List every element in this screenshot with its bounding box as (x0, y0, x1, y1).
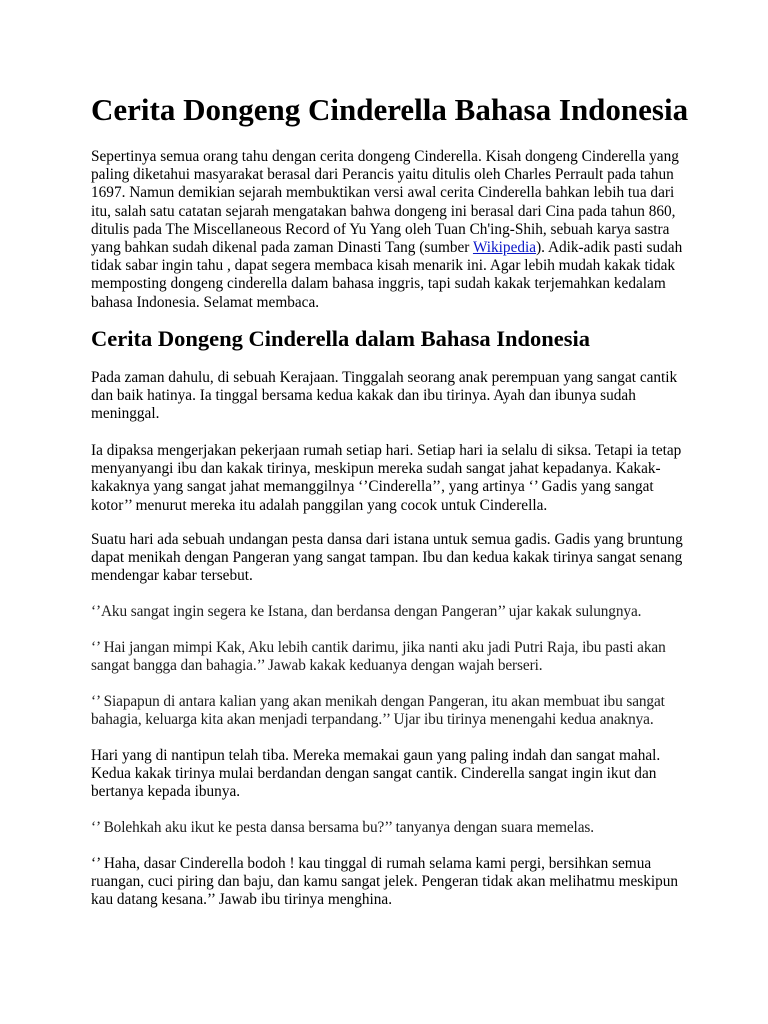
story-line: Pada zaman dahulu, di sebuah Kerajaan. Tinggalah seorang anak perempuan yang sangat cantik (91, 369, 678, 386)
story-line: menyanyangi ibu dan kakak tirinya, meskipun mereka sudah sangat jahat kepadanya. Kakak- (91, 460, 661, 478)
story-line: Ia dipaksa mengerjakan pekerjaan rumah setiap hari. Setiap hari ia selalu di siksa. Tetapi ia tetap (91, 442, 682, 459)
story-line: ‘’ Haha, dasar Cinderella bodoh ! kau tinggal di rumah selama kami pergi, bersihkan semua (91, 855, 652, 872)
intro-line-with-link (91, 239, 681, 257)
story-line: mendengar kabar tersebut. (91, 567, 253, 585)
story-paragraph (91, 369, 681, 424)
story-line: kakaknya yang sangat jahat memanggilnya ‘’Cinderella’’, yang artinya ‘’ Gadis yang sangat (91, 478, 654, 496)
story-line: bahagia, keluarga kita akan menjadi terpandang.’’ Ujar ibu tirinya menengahi kedua anaknya. (91, 711, 654, 729)
story-line: kotor’’ menurut mereka itu adalah panggilan yang cocok untuk Cinderella. (91, 496, 548, 514)
story-line: bertanya kepada ibunya. (91, 783, 241, 801)
intro-line: tidak sabar ingin tahu , dapat segera membaca kisah menarik ini. Agar lebih mudah kakak tidak (91, 257, 676, 275)
story-line: meninggal. (91, 405, 160, 423)
story-paragraph (91, 442, 681, 515)
intro-line: Sepertinya semua orang tahu dengan cerita dongeng Cinderella. Kisah dongeng Cinderella yang (91, 148, 679, 165)
section-title: Cerita Dongeng Cinderella dalam Bahasa Indonesia (91, 326, 591, 351)
intro-line: paling diketahui masyarakat berasal dari Perancis yaitu ditulis oleh Charles Perrault pada tahun (91, 166, 674, 184)
story-paragraph (91, 747, 681, 802)
story-line: dan baik hatinya. Ia tinggal bersama kedua kakak dan ibu tirinya. Ayah dan ibunya sudah (91, 387, 636, 405)
story-line: ‘’ Hai jangan mimpi Kak, Aku lebih cantik darimu, jika nanti aku jadi Putri Raja, ibu pasti akan (91, 639, 666, 656)
dialogue-paragraph (91, 855, 681, 910)
page-title: Cerita Dongeng Cinderella Bahasa Indonesia (91, 92, 689, 127)
story-line: ‘’ Bolehkah aku ikut ke pesta dansa bersama bu?’’ tanyanya dengan suara memelas. (91, 819, 594, 836)
story-line: Suatu hari ada sebuah undangan pesta dansa dari istana untuk semua gadis. Gadis yang bruntung (91, 531, 683, 548)
intro-line: bahasa Indonesia. Selamat membaca. (91, 293, 320, 311)
dialogue-paragraph (91, 639, 681, 675)
story-line: ‘’Aku sangat ingin segera ke Istana, dan berdansa dengan Pangeran’’ ujar kakak sulungnya. (91, 603, 642, 620)
story-line: dapat menikah dengan Pangeran yang sangat tampan. Ibu dan kedua kakak tirinya sangat senang (91, 549, 683, 567)
wikipedia-link[interactable]: Wikipedia (472, 239, 537, 257)
intro-text-after-link: ). Adik-adik pasti sudah (536, 239, 683, 257)
story-line: Hari yang di nantipun telah tiba. Mereka memakai gaun yang paling indah dan sangat mahal. (91, 747, 661, 764)
intro-paragraph (91, 148, 681, 312)
dialogue-paragraph (91, 819, 681, 837)
story-line: Kedua kakak tirinya mulai berdandan dengan sangat cantik. Cinderella sangat ingin ikut dan (91, 765, 657, 783)
story-line: kau datang kesana.’’ Jawab ibu tirinya menghina. (91, 891, 393, 909)
intro-line: 1697. Namun demikian sejarah membuktikan versi awal cerita Cinderella bahkan lebih tua dari (91, 184, 675, 202)
intro-line: ditulis pada The Miscellaneous Record of Yu Yang oleh Tuan Ch'ing-Shih, sebuah karya sastra (91, 220, 670, 238)
story-line: ruangan, cuci piring dan baju, dan kamu sangat jelek. Pengeran tidak akan melihatmu meskipun (91, 873, 679, 891)
story-paragraph (91, 531, 681, 586)
intro-line: memposting dongeng cinderella dalam bahasa inggris, tapi sudah kakak terjemahkan kedalam (91, 275, 666, 293)
dialogue-paragraph (91, 693, 681, 729)
intro-text-before-link: yang bahkan sudah dikenal pada zaman Dinasti Tang (sumber (91, 239, 473, 257)
story-line: sangat bangga dan bahagia.’’ Jawab kakak keduanya dengan wajah berseri. (91, 657, 543, 675)
dialogue-paragraph (91, 603, 681, 621)
intro-line: itu, salah satu catatan sejarah mengatakan bahwa dongeng ini berasal dari Cina pada tahun 860, (91, 202, 676, 220)
story-line: ‘’ Siapapun di antara kalian yang akan menikah dengan Pangeran, itu akan membuat ibu sangat (91, 693, 665, 710)
